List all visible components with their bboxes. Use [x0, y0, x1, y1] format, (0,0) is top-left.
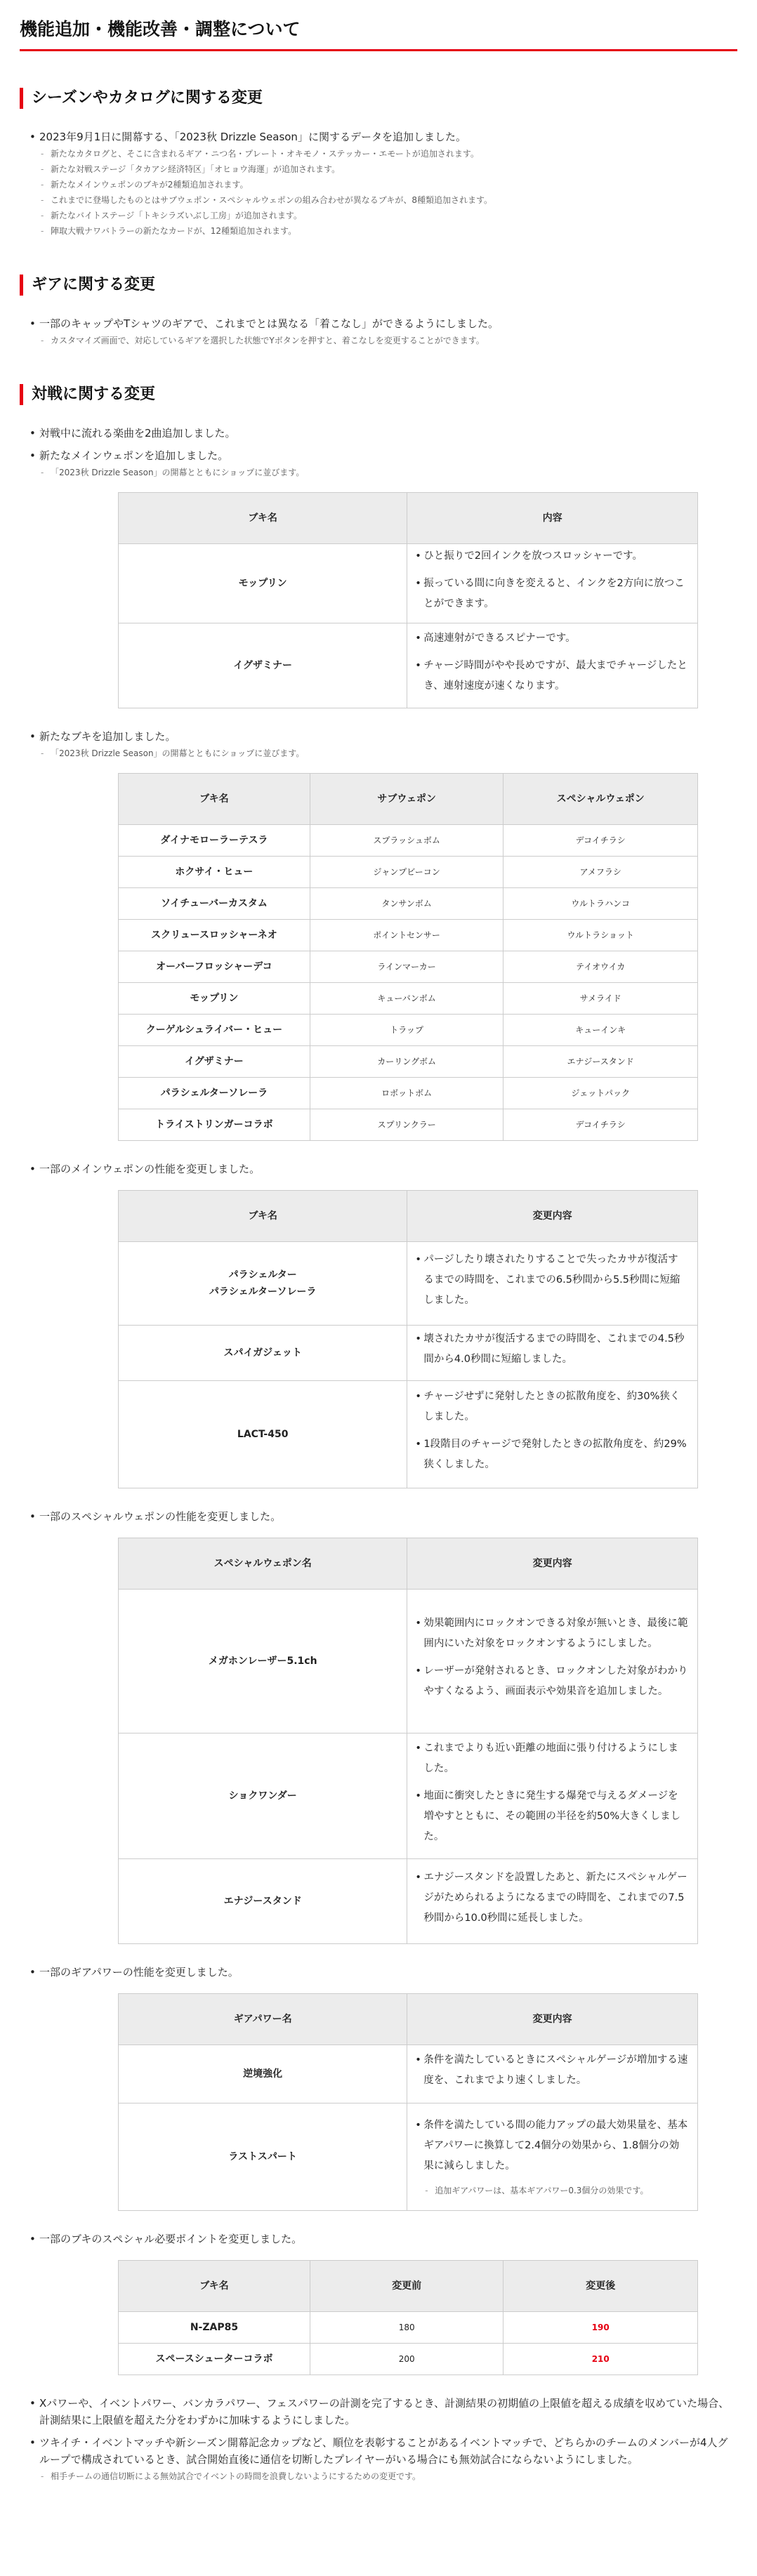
table-cell: ポイントセンサー [310, 920, 503, 951]
table-row [119, 1859, 698, 1944]
table-cell: ロボットボム [310, 1078, 503, 1109]
content-list [408, 546, 697, 614]
table-row [119, 857, 698, 888]
table-cell: 200 [310, 2344, 503, 2375]
new-main-weapons-table [118, 492, 698, 708]
column-header: 変更内容 [407, 1538, 698, 1590]
list-item [39, 1508, 737, 1944]
note: - 新たなメインウェポンのブキが2種類追加されます。 [39, 178, 737, 192]
table-row [119, 1078, 698, 1109]
note: - 「2023秋 Drizzle Season」の開幕とともにショップに並びます。 [39, 465, 737, 480]
content-list [408, 2115, 697, 2177]
list-item [39, 728, 737, 1141]
column-header: 変更内容 [407, 1994, 698, 2045]
row-name: パラシェルター パラシェルターソレーラ [119, 1242, 407, 1326]
table-row [119, 2045, 698, 2103]
note: - 新たな対戦ステージ「タカアシ経済特区」「オヒョウ海運」が追加されます。 [39, 162, 737, 176]
section-heading: 対戦に関する変更 [20, 384, 737, 405]
table-cell: N-ZAP85 [119, 2312, 310, 2344]
table-row [119, 623, 698, 708]
item-text: 一部のメインウェポンの性能を変更しました。 [39, 1163, 261, 1175]
table-cell: エナジースタンド [503, 1046, 698, 1078]
table-row [119, 1733, 698, 1859]
table-cell: パラシェルターソレーラ [119, 1078, 310, 1109]
table-cell: スプラッシュボム [310, 825, 503, 857]
table-cell: キューインキ [503, 1015, 698, 1046]
table-cell: トラップ [310, 1015, 503, 1046]
table-cell: カーリングボム [310, 1046, 503, 1078]
item-text: 一部のブキのスペシャル必要ポイントを変更しました。 [39, 2233, 303, 2245]
list-item [39, 2434, 737, 2483]
gear-power-changes-table [118, 1993, 698, 2211]
row-content [407, 1590, 698, 1733]
list-item [39, 447, 737, 708]
row-name: 逆境強化 [119, 2045, 407, 2103]
column-header: ブキ名 [119, 2261, 310, 2312]
table-cell: タンサンボム [310, 888, 503, 920]
table-row [119, 983, 698, 1015]
table-cell: ジャンプビーコン [310, 857, 503, 888]
column-header: ブキ名 [119, 774, 310, 825]
row-content [407, 623, 698, 708]
table-cell: ラインマーカー [310, 951, 503, 983]
content-line: • 効果範囲内にロックオンできる対象が無いとき、最後に範囲内にいた対象をロックオンするようにしました。 [423, 1613, 688, 1654]
table-cell: アメフラシ [503, 857, 698, 888]
table-row [119, 544, 698, 623]
table-cell: デコイチラシ [503, 1109, 698, 1141]
row-name: モップリン [119, 544, 407, 623]
note: - これまでに登場したものとはサブウェポン・スペシャルウェポンの組み合わせが異なるブキが、8種類追加されます。 [39, 193, 737, 207]
main-weapon-changes-table [118, 1190, 698, 1488]
table-cell: イグザミナー [119, 1046, 310, 1078]
list-item [39, 425, 737, 442]
list-item [39, 128, 737, 238]
table-cell: キューバンボム [310, 983, 503, 1015]
item-text: Xパワーや、イベントパワー、バンカラパワー、フェスパワーの計測を完了するとき、計測結果の初期値の上限値を超える成績を収めていた場合、計測結果に上限値を超えた分をわずかに加味するようにしました。 [39, 2397, 730, 2426]
item-text: 新たなメインウェポンを追加しました。 [39, 449, 229, 462]
item-text: 一部のキャップやTシャツのギアで、これまでとは異なる「着こなし」ができるようにしました。 [39, 317, 499, 330]
content-list [408, 1738, 697, 1847]
content-list [408, 2050, 697, 2091]
table-row [119, 951, 698, 983]
table-row [119, 1326, 698, 1381]
table-cell: テイオウイカ [503, 951, 698, 983]
content-list [408, 1387, 697, 1475]
table-row [119, 2344, 698, 2375]
item-text: ツキイチ・イベントマッチや新シーズン開幕記念カップなど、順位を表彰することがあるイベントマッチで、どちらかのチームのメンバーが4人グループで構成されているとき、試合開始直後に通信を切断したプレイヤーがいる場合にも無効試合にならないようにしました。 [39, 2436, 728, 2466]
item-text: 一部のギアパワーの性能を変更しました。 [39, 1966, 239, 1979]
item-text: 2023年9月1日に開幕する、「2023秋 Drizzle Season」に関するデータを追加しました。 [39, 131, 466, 143]
note: - 新たなバイトステージ「トキシラズいぶし工房」が追加されます。 [39, 209, 737, 223]
table-row [119, 1242, 698, 1326]
table-row [119, 2103, 698, 2211]
list-item [39, 2231, 737, 2375]
table-row [119, 1015, 698, 1046]
list-item [39, 315, 737, 348]
note: - 相手チームの通信切断による無効試合でイベントの時間を浪費しないようにするための変更です。 [39, 2469, 737, 2483]
table-cell: ダイナモローラーテスラ [119, 825, 310, 857]
special-points-table [118, 2260, 698, 2375]
column-header: 内容 [407, 493, 698, 544]
column-header: 変更後 [503, 2261, 698, 2312]
table-header-row [119, 1538, 698, 1590]
column-header: サブウェポン [310, 774, 503, 825]
note: - 追加ギアパワーは、基本ギアパワー0.3個分の効果です。 [423, 2184, 697, 2198]
column-header: 変更内容 [407, 1191, 698, 1242]
section-season-catalog [20, 88, 737, 238]
section-heading: シーズンやカタログに関する変更 [20, 88, 737, 109]
row-name: イグザミナー [119, 623, 407, 708]
row-content [407, 1859, 698, 1944]
note: - 新たなカタログと、そこに含まれるギア・ニつ名・プレート・オキモノ・ステッカー・エモートが追加されます。 [39, 147, 737, 161]
content-line: • 振っている間に向きを変えると、インクを2方向に放つことができます。 [423, 574, 688, 614]
page-title: 機能追加・機能改善・調整について [20, 0, 737, 51]
column-header: スペシャルウェポン名 [119, 1538, 407, 1590]
row-name: メガホンレーザー5.1ch [119, 1590, 407, 1733]
table-cell: 180 [310, 2312, 503, 2344]
content-list [408, 1250, 697, 1311]
item-text: 対戦中に流れる楽曲を2曲追加しました。 [39, 427, 236, 440]
section-battle [20, 384, 737, 2483]
row-content [407, 2103, 698, 2211]
row-content [407, 544, 698, 623]
list-item [39, 2395, 737, 2429]
section-gear [20, 275, 737, 348]
table-header-row [119, 2261, 698, 2312]
content-line: • これまでよりも近い距離の地面に張り付けるようにしました。 [423, 1738, 688, 1779]
table-cell: デコイチラシ [503, 825, 698, 857]
content-line: • レーザーが発射されるとき、ロックオンした対象がわかりやすくなるよう、画面表示や効果音を追加しました。 [423, 1661, 688, 1702]
column-header: ギアパワー名 [119, 1994, 407, 2045]
content-list [408, 1329, 697, 1370]
table-row [119, 1381, 698, 1488]
note: - 陣取大戦ナワバトラーの新たなカードが、12種類追加されます。 [39, 224, 737, 238]
table-row [119, 2312, 698, 2344]
item-text: 一部のスペシャルウェポンの性能を変更しました。 [39, 1510, 282, 1523]
row-name: ラストスパート [119, 2103, 407, 2211]
row-content [407, 1381, 698, 1488]
row-name: スパイガジェット [119, 1326, 407, 1381]
table-cell: ホクサイ・ヒュー [119, 857, 310, 888]
content-line: • 高速連射ができるスピナーです。 [423, 628, 688, 649]
table-cell: ウルトラハンコ [503, 888, 698, 920]
section-heading: ギアに関する変更 [20, 275, 737, 296]
content-line: • チャージ時間がやや長めですが、最大までチャージしたとき、連射速度が速くなります。 [423, 656, 688, 696]
table-header-row [119, 1191, 698, 1242]
table-cell: サメライド [503, 983, 698, 1015]
table-cell: スペースシューターコラボ [119, 2344, 310, 2375]
table-cell: ソイチューバーカスタム [119, 888, 310, 920]
table-cell: トライストリンガーコラボ [119, 1109, 310, 1141]
column-header: ブキ名 [119, 1191, 407, 1242]
column-header: ブキ名 [119, 493, 407, 544]
table-row [119, 888, 698, 920]
content-list [408, 1868, 697, 1929]
row-name: LACT-450 [119, 1381, 407, 1488]
table-row [119, 1046, 698, 1078]
content-line: • 条件を満たしている間の能力アップの最大効果量を、基本ギアパワーに換算して2.4個分の効果から、1.8個分の効果に減らしました。 [423, 2115, 688, 2177]
special-weapon-changes-table [118, 1538, 698, 1944]
list-item [39, 1161, 737, 1488]
content-line: • エナジースタンドを設置したあと、新たにスペシャルゲージがためられるようになるまでの時間を、これまでの7.5秒間から10.0秒間に延長しました。 [423, 1868, 688, 1929]
row-content [407, 2045, 698, 2103]
list-item [39, 1964, 737, 2211]
row-content [407, 1326, 698, 1381]
note: - 「2023秋 Drizzle Season」の開幕とともにショップに並びます。 [39, 746, 737, 760]
content-list [408, 1613, 697, 1702]
content-line: • チャージせずに発射したときの拡散角度を、約30%狭くしました。 [423, 1387, 688, 1427]
table-cell: 190 [503, 2312, 698, 2344]
content-list [408, 628, 697, 696]
row-name: エナジースタンド [119, 1859, 407, 1944]
table-cell: ウルトラショット [503, 920, 698, 951]
note-list [39, 147, 737, 238]
table-cell: オーバーフロッシャーデコ [119, 951, 310, 983]
table-cell: クーゲルシュライバー・ヒュー [119, 1015, 310, 1046]
table-row [119, 1590, 698, 1733]
note: - カスタマイズ画面で、対応しているギアを選択した状態でYボタンを押すと、着こなしを変更することができます。 [39, 333, 737, 348]
row-content [407, 1242, 698, 1326]
table-row [119, 920, 698, 951]
content-line: • 壊されたカサが復活するまでの時間を、これまでの4.5秒間から4.0秒間に短縮しました。 [423, 1329, 688, 1370]
column-header: スペシャルウェポン [503, 774, 698, 825]
new-weapons-table [118, 773, 698, 1141]
table-row [119, 825, 698, 857]
content-line: • パージしたり壊されたりすることで失ったカサが復活するまでの時間を、これまでの6.5秒間から5.5秒間に短縮しました。 [423, 1250, 688, 1311]
table-cell: 210 [503, 2344, 698, 2375]
table-cell: モップリン [119, 983, 310, 1015]
content-line: • 地面に衝突したときに発生する爆発で与えるダメージを増やすとともに、その範囲の半径を約50%大きくしました。 [423, 1786, 688, 1847]
content-line: • 条件を満たしているときにスペシャルゲージが増加する速度を、これまでより速くしました。 [423, 2050, 688, 2091]
table-header-row [119, 1994, 698, 2045]
table-cell: スプリンクラー [310, 1109, 503, 1141]
table-cell: ジェットパック [503, 1078, 698, 1109]
table-row [119, 1109, 698, 1141]
content-line: • 1段階目のチャージで発射したときの拡散角度を、約29%狭くしました。 [423, 1434, 688, 1475]
column-header: 変更前 [310, 2261, 503, 2312]
row-name: ショクワンダー [119, 1733, 407, 1859]
item-text: 新たなブキを追加しました。 [39, 730, 176, 743]
table-header-row [119, 493, 698, 544]
row-content [407, 1733, 698, 1859]
table-cell: スクリュースロッシャーネオ [119, 920, 310, 951]
content-line: • ひと振りで2回インクを放つスロッシャーです。 [423, 546, 688, 567]
table-header-row [119, 774, 698, 825]
